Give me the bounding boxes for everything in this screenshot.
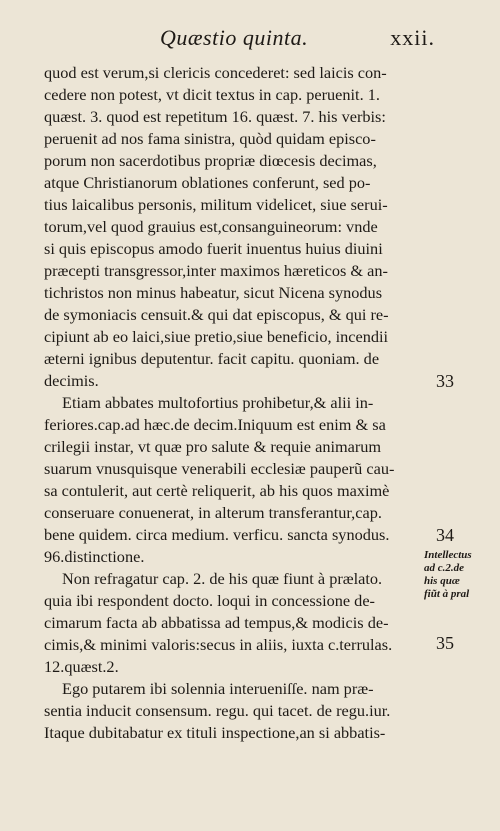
text-line: sentia inducit consensum. regu. qui tacet. de regu.iur. <box>44 701 391 720</box>
marginal-note-line: Intellectus <box>424 549 472 561</box>
text-line: cimis,& minimi valoris:secus in aliis, iuxta c.terrulas. <box>44 635 393 654</box>
marginal-note-line: fiũt à pral <box>424 588 470 600</box>
text-line: decimis. <box>44 371 99 390</box>
text-line: præcepti transgressor,inter maximos hæreticos & an- <box>44 261 388 280</box>
text-line: Non refragatur cap. 2. de his quæ fiunt à prælato. <box>62 569 383 588</box>
text-line: conseruare conuenerat, in alterum transferantur,cap. <box>44 503 382 522</box>
text-line: quia ibi respondent docto. loqui in concessione de- <box>44 591 375 610</box>
marginal-note <box>424 549 490 601</box>
text-line: quæst. 3. quod est repetitum 16. quæst. 7. his verbis: <box>44 107 386 126</box>
text-line: Itaque dubitabatur ex tituli inspectione,an si abbatis- <box>44 723 386 742</box>
text-line: atque Christianorum oblationes conferunt, sed po- <box>44 173 371 192</box>
text-line: sa contulerit, aut certè reliquerit, ab his quos maximè <box>44 481 390 500</box>
text-line: cedere non potest, vt dicit textus in cap. peruenit. 1. <box>44 85 380 104</box>
running-header <box>150 25 435 55</box>
marginal-note-line: his quæ <box>424 575 460 587</box>
text-line: tichristos non minus habeatur, sicut Nicena synodus <box>44 283 383 302</box>
text-line: quod est verum,si clericis concederet: sed laicis con- <box>44 63 387 82</box>
margin-number-33: 33 <box>436 371 454 391</box>
text-line: bene quidem. circa medium. verficu. sancta synodus. <box>44 525 390 544</box>
text-line: peruenit ad nos fama sinistra, quòd quidam episco- <box>44 129 376 148</box>
text-line: æterni ignibus deputentur. facit capitu. quoniam. de <box>44 349 380 368</box>
text-line: de symoniacis censuit.& qui dat episcopus, & qui re- <box>44 305 389 324</box>
margin-number-34: 34 <box>436 525 454 545</box>
marginal-note-line: ad c.2.de <box>424 562 465 574</box>
text-line: Etiam abbates multofortius prohibetur,& alii in- <box>62 393 374 412</box>
text-line: si quis episcopus amodo fuerit inuentus huius diuini <box>44 239 383 258</box>
text-line: 96.distinctione. <box>44 547 145 566</box>
text-line: suarum vnusquisque venerabili ecclesiæ pauperũ cau- <box>44 459 395 478</box>
text-line: cipiunt ab eo laici,siue pretio,siue beneficio, incendii <box>44 327 389 346</box>
text-line: porum non sacerdotibus propriæ diœcesis decimas, <box>44 151 377 170</box>
text-line: 12.quæst.2. <box>44 657 119 676</box>
folio-number: xxii. <box>390 25 435 50</box>
text-line: cimarum facta ab abbatissa ad tempus,& modicis de- <box>44 613 389 632</box>
text-line: Ego putarem ibi solennia interueniſſe. nam præ- <box>62 679 374 698</box>
text-line: crilegii instar, vt quæ pro salute & requie animarum <box>44 437 382 456</box>
margin-number-35: 35 <box>436 633 454 653</box>
text-line: torum,vel quod grauius est,consanguineorum: vnde <box>44 217 378 236</box>
running-title: Quæstio quinta. <box>160 25 309 50</box>
text-line: tius laicalibus personis, militum videlicet, siue serui- <box>44 195 388 214</box>
text-line: feriores.cap.ad hæc.de decim.Iniquum est enim & sa <box>44 415 386 434</box>
